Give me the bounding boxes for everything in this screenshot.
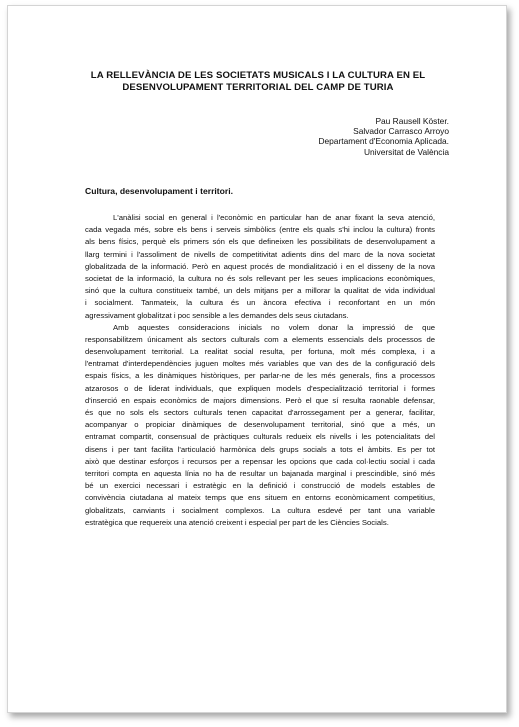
paragraph-line: espais físics, a les dinàmiques històriques, per parlar-ne de les més generals, fins a processos [85,371,435,381]
title-line: LA RELLEVÀNCIA DE LES SOCIETATS MUSICALS I LA CULTURA EN EL [90,70,426,81]
title-line: DESENVOLUPAMENT TERRITORIAL DEL CAMP DE TURIA [122,82,394,93]
paragraph-line: globalitzats, canviants i socialment complexos. La cultura esdevé per tant una variable [85,505,435,515]
paragraph-line: globalitzada de la informació. Però en aquest procés de mondialització i en el disseny de la nova [85,261,435,271]
document-title [48,70,468,94]
paragraph-line: això que destinar esforços i recursos per a repensar les opcions que cada col·lectiu social i cada [85,456,435,466]
paragraph-line: societat de la informació, la cultura no és sols rellevant per les seues implicacions econòmiques, [85,273,435,283]
paragraph-line: cada vegada més, sobre els bens i serveis simbòlics (entre els quals s'hi inclou la cultura) fronts [85,225,435,235]
paragraph-line: estratègica que requereix una atenció creixent i especial per part de les Ciències Socials. [85,517,389,527]
paragraph-line: responsabilitzem únicament als sectors culturals com a elements essencials dels processos de [85,334,435,344]
paragraph-line: convivència ciutadana al mateix temps que ens situem en entorns econòmicament competitius, [85,493,435,503]
paragraph-line: als bens físics, perquè els primers són els que defineixen les possibilitats de desenvolupament a [85,237,435,247]
document-page [7,5,507,713]
section-heading: Cultura, desenvolupament i territori. [85,186,234,196]
paragraph-line: llarg termini i l'assoliment de nivells de competitivitat adients dins del marc de la nova societat [85,249,435,259]
paragraph-line: atzarosos o de liderat individuals, que expliquen models d'especialització territorial i formes [85,383,435,393]
author-university: Universitat de València [363,146,449,157]
paragraph-line: agressivament globalitzat i poc sensible a les demandes dels seus ciutadans. [85,310,349,320]
paragraph-line: acompanyar o propiciar dinàmiques de desenvolupament territorial, sinó que a més, un [85,420,435,430]
paragraph-line: d'inserció en espais econòmics de majors dimensions. Però el que sí resulta raonable defensar, [85,395,435,405]
author-name: Salvador Carrasco Arroyo [353,126,449,137]
paragraph [85,212,435,322]
paragraph [85,322,435,529]
body-text [85,212,435,529]
author-department: Departament d'Economia Aplicada. [318,136,449,147]
paragraph-line: i socialment. Tanmateix, la cultura és un àncora efectiva i reconfortant en un món [85,298,435,308]
paragraph-line: sinó que la cultura constitueix també, un dels mitjans per a millorar la qualitat de vida individual [85,286,435,296]
paragraph-line: territori compta en aquesta línia no ha de resultar un bajanada marginal i prescindible, sinó més [85,468,435,478]
author-name: Pau Rausell Köster. [375,116,449,126]
paragraph-line: entramat compartit, consensual de pràctiques culturals redueix els nivells i les potencialitats del [85,432,435,442]
paragraph-line: disens i per tant facilita l'articulació harmònica dels grups socials a tots el àmbits. Es per tot [85,444,435,454]
paragraph-line: desenvolupament territorial. La realitat social resulta, per fortuna, molt més complexa, i a [85,347,435,357]
paragraph-line: bé un exercici necessari i estratègic en la definició i construcció de models estables de [85,481,435,491]
paragraph-line: l'entramat d'interdependències juguen moltes més variables que van des de la configuració dels [85,359,435,369]
paragraph-line: L'anàlisi social en general i l'econòmic en particular han de anar fixant la seva atenció, [113,213,435,222]
paragraph-line: és que no sols els sectors culturals tenen capacitat d'arrossegament per a generar, facilitar, [85,408,435,417]
paragraph-line: Amb aquestes consideracions inicials no volem donar la impressió de que [113,322,435,332]
author-block [318,116,449,157]
